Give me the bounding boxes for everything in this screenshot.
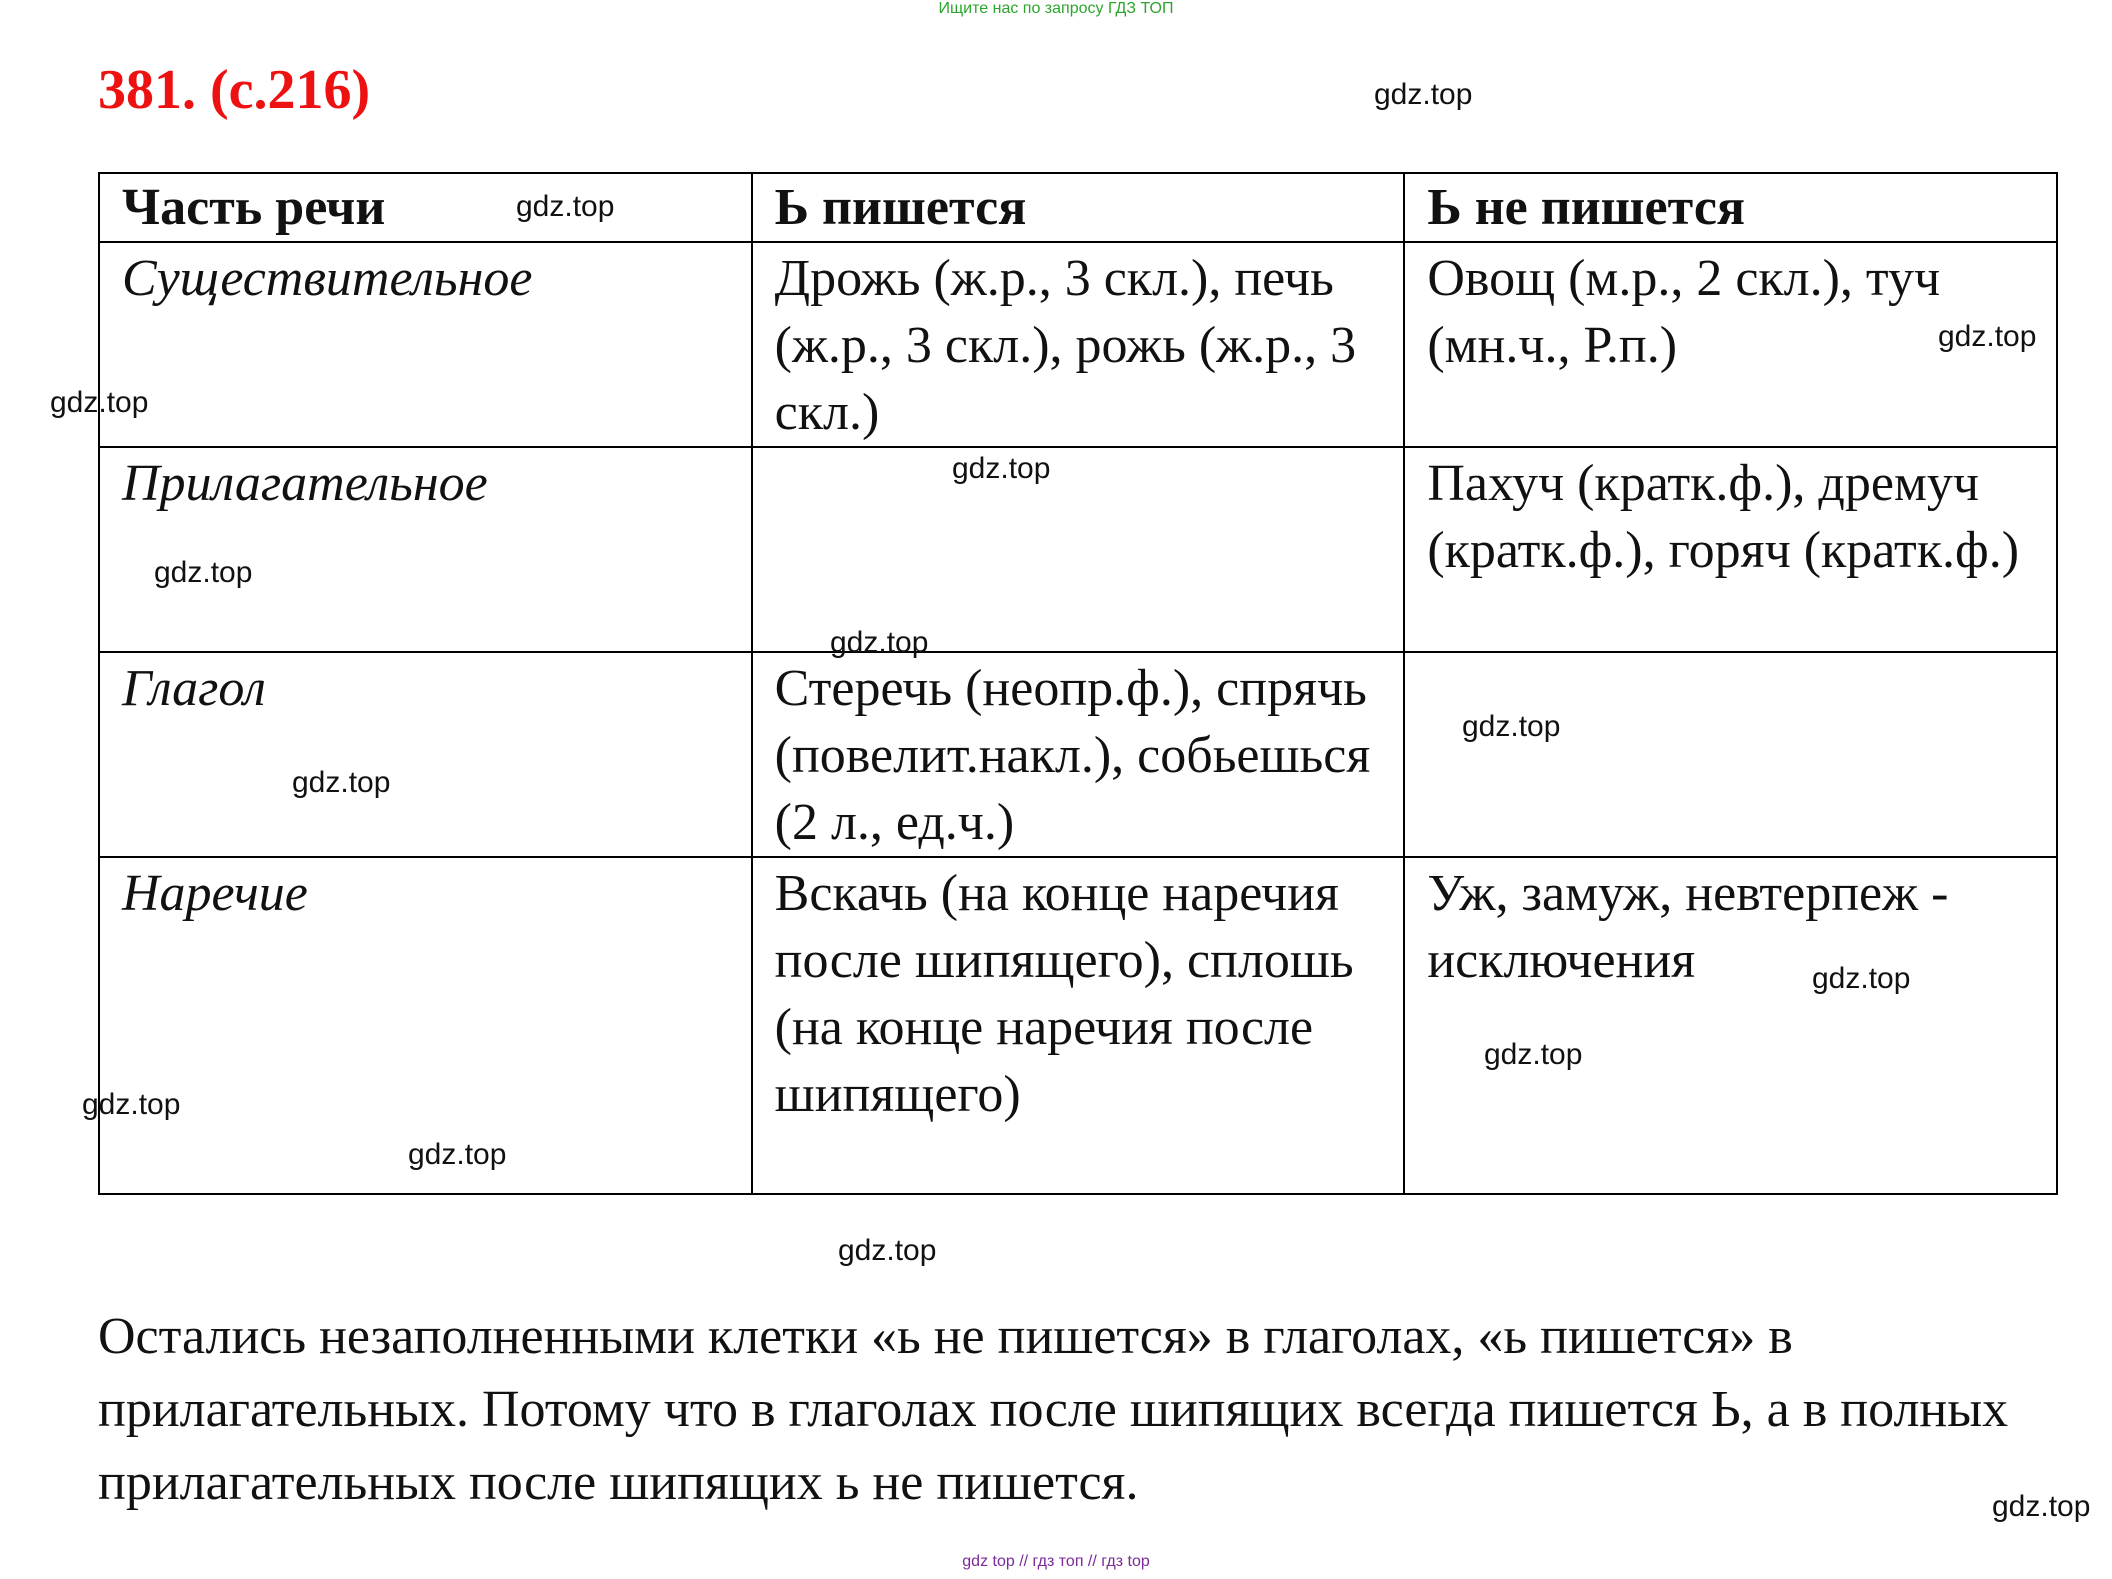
cell-part-of-speech: Существительное xyxy=(99,242,752,447)
watermark: gdz.top xyxy=(154,556,253,589)
table-row xyxy=(99,857,2057,1194)
cell-soft-sign-written: Дрожь (ж.р., 3 скл.), печь (ж.р., 3 скл.), рожь (ж.р., 3 скл.) xyxy=(752,242,1405,447)
watermark: gdz.top xyxy=(292,766,391,799)
table-row xyxy=(99,652,2057,857)
cell-soft-sign-not-written xyxy=(1404,652,2057,857)
table-row xyxy=(99,242,2057,447)
table-row xyxy=(99,447,2057,652)
watermark: gdz.top xyxy=(408,1138,507,1171)
header-soft-sign-not-written: Ь не пишется xyxy=(1404,173,2057,242)
header-soft-sign-written: Ь пишется xyxy=(752,173,1405,242)
cell-soft-sign-not-written: Пахуч (кратк.ф.), дремуч (кратк.ф.), горяч (кратк.ф.) xyxy=(1404,447,2057,652)
conclusion-text: Остались незаполненными клетки «ь не пишется» в глаголах, «ь пишется» в прилагательных. Потому что в глаголах после шипящих всегда пишется Ь, а в полных прилагательных после шипящих ь не пишется. xyxy=(98,1308,2009,1511)
cell-soft-sign-not-written: Уж, замуж, невтерпеж - исключения xyxy=(1404,857,2057,1194)
cell-part-of-speech: Глагол xyxy=(99,652,752,857)
cell-soft-sign-written: Вскачь (на конце наречия после шипящего), сплошь (на конце наречия после шипящего) xyxy=(752,857,1405,1194)
watermark: gdz.top xyxy=(50,386,149,419)
task-title: 381. (с.216) xyxy=(98,59,371,121)
top-note: Ищите нас по запросу ГДЗ ТОП xyxy=(938,0,1174,17)
watermark: gdz.top xyxy=(1374,78,1473,111)
cell-soft-sign-not-written: Овощ (м.р., 2 скл.), туч (мн.ч., Р.п.) xyxy=(1404,242,2057,447)
watermark: gdz.top xyxy=(1812,962,1911,995)
spelling-table xyxy=(98,172,2058,1195)
watermark: gdz.top xyxy=(1992,1490,2091,1523)
bottom-note: gdz top // гдз топ // гдз top xyxy=(962,1553,1150,1570)
cell-part-of-speech: Наречие xyxy=(99,857,752,1194)
watermark: gdz.top xyxy=(830,626,929,659)
cell-soft-sign-written xyxy=(752,447,1405,652)
cell-part-of-speech: Прилагательное xyxy=(99,447,752,652)
header-part-of-speech: Часть речи xyxy=(99,173,752,242)
watermark: gdz.top xyxy=(516,190,615,223)
table-header-row xyxy=(99,173,2057,242)
watermark: gdz.top xyxy=(1938,320,2037,353)
watermark: gdz.top xyxy=(838,1234,937,1267)
watermark: gdz.top xyxy=(952,452,1051,485)
watermark: gdz.top xyxy=(1462,710,1561,743)
watermark: gdz.top xyxy=(82,1088,181,1121)
watermark: gdz.top xyxy=(1484,1038,1583,1071)
cell-soft-sign-written: Стеречь (неопр.ф.), спрячь (повелит.накл.), собьешься (2 л., ед.ч.) xyxy=(752,652,1405,857)
